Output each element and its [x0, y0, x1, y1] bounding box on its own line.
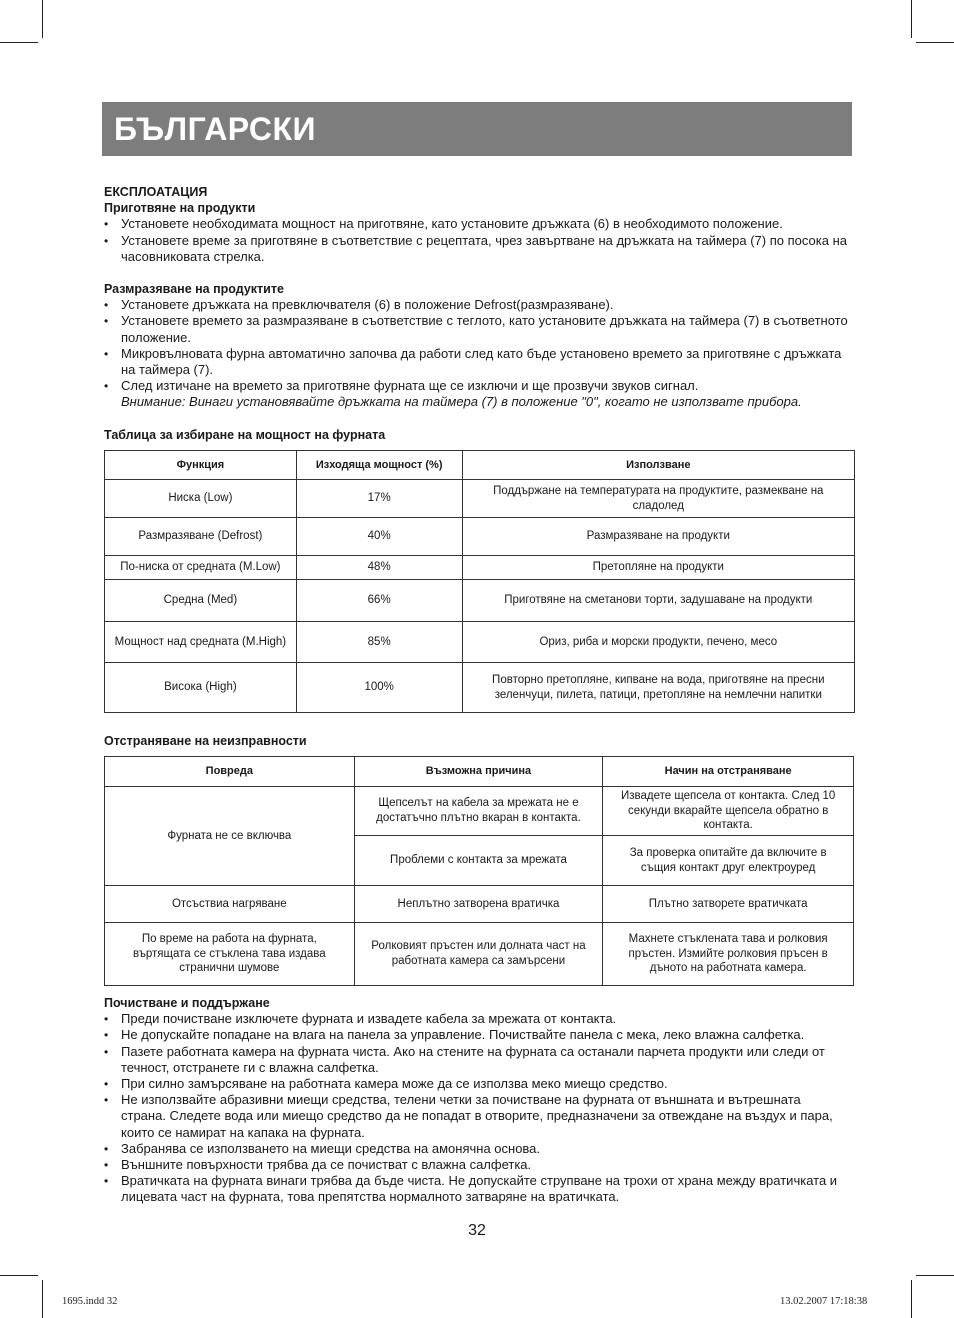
- subsection-heading: Размразяване на продуктите: [104, 282, 284, 297]
- cooking-list: [104, 216, 849, 265]
- table-cell: 85%: [296, 622, 462, 663]
- list-item: • Не използвайте абразивни миещи средства, телени четки за почистване на фурната от външната и вътрешната страна. Следете вода или миещо средство да не попадат в отворите, предназначени за отвеждане на въздух и пара, които се намират на капака на фурната.: [104, 1092, 849, 1141]
- column-header: Изходяща мощност (%): [296, 451, 462, 480]
- language-header: [102, 102, 852, 156]
- list-item: • Външните повърхности трябва да се почистват с влажна салфетка.: [104, 1157, 849, 1173]
- subsection-heading: Приготвяне на продукти: [104, 201, 256, 216]
- table-cell: Ролковият пръстен или долната част на работната камера са замърсени: [354, 923, 603, 986]
- table-row: [105, 556, 855, 580]
- table-row: [105, 622, 855, 663]
- table-cell: За проверка опитайте да включите в същия контакт друг електроуред: [603, 836, 854, 886]
- table-cell: Мощност над средната (M.High): [105, 622, 297, 663]
- table-row: [105, 480, 855, 518]
- crop-mark: [916, 1275, 954, 1276]
- table-cell: Средна (Med): [105, 580, 297, 622]
- list-item: • Установете времето за размразяване в съответствие с теглото, като установите дръжката на таймера (7) в съответното положение.: [104, 313, 849, 345]
- crop-mark: [911, 1280, 912, 1318]
- table-cell: 17%: [296, 480, 462, 518]
- table-row: [105, 787, 854, 836]
- warning-note: Внимание: Винаги установявайте дръжката на таймера (7) в положение "0", когато не използвате прибора.: [121, 394, 802, 410]
- troubleshooting-table: [104, 756, 854, 986]
- list-item: • Микровълновата фурна автоматично започва да работи след като бъде установено времето за приготвяне с дръжката на таймера (7).: [104, 346, 849, 378]
- crop-mark: [916, 42, 954, 43]
- table-header-row: [105, 451, 855, 480]
- defrost-list: [104, 297, 849, 410]
- power-table-heading: Таблица за избиране на мощност на фурната: [104, 428, 386, 442]
- crop-mark: [0, 1275, 38, 1276]
- list-item: • Установете дръжката на превключвателя (6) в положение Defrost(размразяване).: [104, 297, 849, 313]
- footer-file-info: 1695.indd 32: [62, 1296, 118, 1307]
- page-number: 32: [468, 1222, 486, 1239]
- table-cell: Проблеми с контакта за мрежата: [354, 836, 603, 886]
- crop-mark: [42, 1280, 43, 1318]
- table-cell: Неплътно затворена вратичка: [354, 886, 603, 923]
- table-cell: Претопляне на продукти: [462, 556, 854, 580]
- table-cell: Плътно затворете вратичката: [603, 886, 854, 923]
- table-cell: По време на работа на фурната, въртящата се стъклена тава издава странични шумове: [105, 923, 355, 986]
- table-cell: 66%: [296, 580, 462, 622]
- list-item: • Установете необходимата мощност на приготвяне, като установите дръжката (6) в необходимото положение.: [104, 216, 849, 232]
- trouble-table-heading: Отстраняване на неизправности: [104, 734, 307, 748]
- table-row: [105, 518, 855, 556]
- table-row: [105, 663, 855, 713]
- table-cell: Фурната не се включва: [105, 787, 355, 886]
- table-row: [105, 923, 854, 986]
- table-cell: Размразяване на продукти: [462, 518, 854, 556]
- table-cell: Размразяване (Defrost): [105, 518, 297, 556]
- table-row: [105, 580, 855, 622]
- list-item: • Установете време за приготвяне в съответствие с рецептата, чрез завъртване на дръжката на таймера (7) по посока на часовниковата стрелка.: [104, 233, 849, 265]
- crop-mark: [911, 0, 912, 38]
- table-cell: 100%: [296, 663, 462, 713]
- list-item: • Забранява се използването на миещи средства на амонячна основа.: [104, 1141, 849, 1157]
- table-cell: 48%: [296, 556, 462, 580]
- cleaning-list: [104, 1011, 849, 1205]
- column-header: Функция: [105, 451, 297, 480]
- list-item: • При силно замърсяване на работната камера може да се използва меко миещо средство.: [104, 1076, 849, 1092]
- section-heading: ЕКСПЛОАТАЦИЯ: [104, 185, 208, 199]
- crop-mark: [0, 42, 38, 43]
- column-header: Начин на отстраняване: [603, 757, 854, 787]
- table-cell: Поддържане на температурата на продуктите, размекване на сладолед: [462, 480, 854, 518]
- table-cell: Отсъствиа нагряване: [105, 886, 355, 923]
- list-item: • Вратичката на фурната винаги трябва да бъде чиста. Не допускайте струпване на трохи от храна между вратичката и лицевата част на фурната, това препятства нормалното затваряне на вратичката.: [104, 1173, 849, 1205]
- table-row: [105, 886, 854, 923]
- column-header: Повреда: [105, 757, 355, 787]
- column-header: Използване: [462, 451, 854, 480]
- table-cell: Ниска (Low): [105, 480, 297, 518]
- power-table: [104, 450, 855, 713]
- list-item: [104, 378, 849, 410]
- operation-section: [104, 184, 849, 411]
- footer-timestamp: 13.02.2007 17:18:38: [780, 1296, 868, 1307]
- list-item: • Пазете работната камера на фурната чиста. Ако на стените на фурната са останали парчета продукти или следи от течност, отстранете ги с влажна салфетка.: [104, 1044, 849, 1076]
- table-cell: Ориз, риба и морски продукти, печено, месо: [462, 622, 854, 663]
- subsection-heading: Почистване и поддържане: [104, 996, 270, 1010]
- crop-mark: [42, 0, 43, 38]
- page-title: БЪЛГАРСКИ: [114, 111, 316, 147]
- table-cell: Висока (High): [105, 663, 297, 713]
- table-cell: По-ниска от средната (M.Low): [105, 556, 297, 580]
- table-header-row: [105, 757, 854, 787]
- table-cell: Повторно претопляне, кипване на вода, приготвяне на пресни зеленчуци, пилета, патици, претопляне на немлечни напитки: [462, 663, 854, 713]
- column-header: Възможна причина: [354, 757, 603, 787]
- list-item-text: След изтичане на времето за приготвяне фурната ще се изключи и ще прозвучи звуков сигнал.: [121, 378, 699, 394]
- table-cell: Извадете щепсела от контакта. След 10 секунди вкарайте щепсела обратно в контакта.: [603, 787, 854, 836]
- table-cell: 40%: [296, 518, 462, 556]
- list-item: • Не допускайте попадане на влага на панела за управление. Почиствайте панела с мека, леко влажна салфетка.: [104, 1027, 849, 1043]
- cleaning-section: [104, 995, 849, 1206]
- table-cell: Щепселът на кабела за мрежата не е достатъчно плътно вкаран в контакта.: [354, 787, 603, 836]
- list-item: • Преди почистване изключете фурната и извадете кабела за мрежата от контакта.: [104, 1011, 849, 1027]
- table-cell: Приготвяне на сметанови торти, задушаване на продукти: [462, 580, 854, 622]
- table-cell: Махнете стъклената тава и ролковия пръстен. Измийте ролковия пръсен в дъното на работната камера.: [603, 923, 854, 986]
